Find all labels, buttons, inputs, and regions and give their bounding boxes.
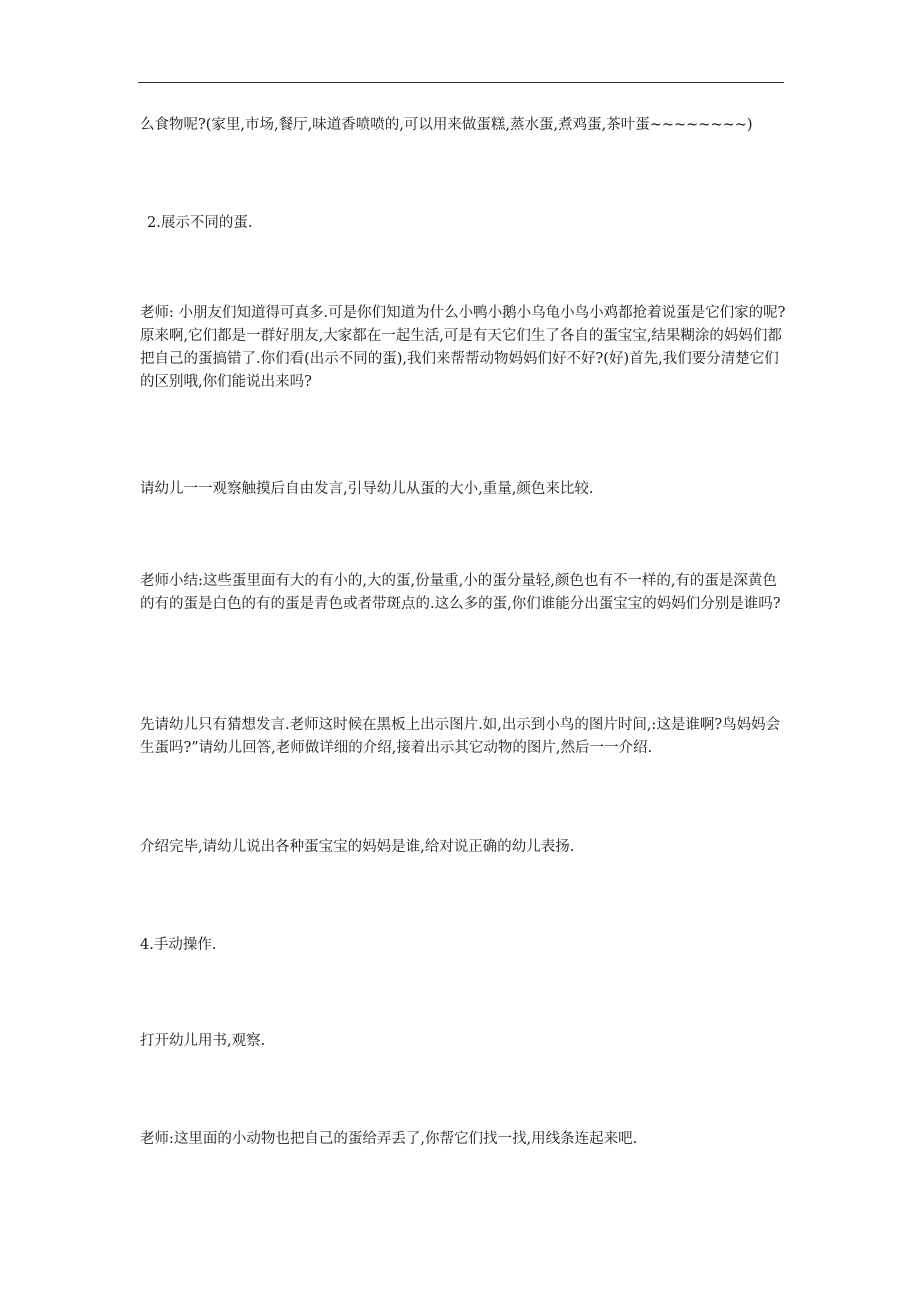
paragraph-teacher-intro: 老师: 小朋友们知道得可真多.可是你们知道为什么小鸭小鹅小乌龟小鸟小鸡都抢着说蛋是它们家的呢?原来啊,它们都是一群好朋友,大家都在一起生活,可是有天它们生了各自的蛋宝宝,结果糊涂的妈妈们都把自己的蛋搞错了.你们看(出示不同的蛋),我们来帮帮动物妈妈们好不好?(好)首先,我们要分清楚它们的区别哦,你们能说出来吗? [140, 305, 786, 390]
paragraph-teacher-instruction: 老师:这里面的小动物也把自己的蛋给弄丢了,你帮它们找一找,用线条连起来吧. [140, 1131, 638, 1147]
header-rule [138, 82, 784, 83]
paragraph-open-book: 打开幼儿用书,观察. [140, 1033, 266, 1049]
paragraph-step-2-heading: 2.展示不同的蛋. [147, 215, 253, 231]
paragraph-guess: 先请幼儿只有猜想发言.老师这时候在黑板上出示图片.如,出示到小鸟的图片时间,:这是谁啊?鸟妈妈会生蛋吗?”请幼儿回答,老师做详细的介绍,接着出示其它动物的图片,然后一一介绍. [140, 717, 781, 756]
paragraph-teacher-summary: 老师小结:这些蛋里面有大的有小的,大的蛋,份量重,小的蛋分量轻,颜色也有不一样的,有的蛋是深黄色的有的蛋是白色的有的蛋是青色或者带斑点的.这么多的蛋,你们谁能分出蛋宝宝的妈妈们分别是谁吗? [140, 573, 781, 612]
paragraph-step-4-heading: 4.手动操作. [140, 937, 217, 953]
paragraph-intro-done: 介绍完毕,请幼儿说出各种蛋宝宝的妈妈是谁,给对说正确的幼儿表扬. [140, 839, 575, 855]
paragraph-observe: 请幼儿一一观察触摸后自由发言,引导幼儿从蛋的大小,重量,颜色来比较. [140, 481, 594, 497]
paragraph-food-uses: 么食物呢?(家里,市场,餐厅,味道香喷喷的,可以用来做蛋糕,蒸水蛋,煮鸡蛋,茶叶蛋~~~~~~~~) [140, 117, 753, 133]
